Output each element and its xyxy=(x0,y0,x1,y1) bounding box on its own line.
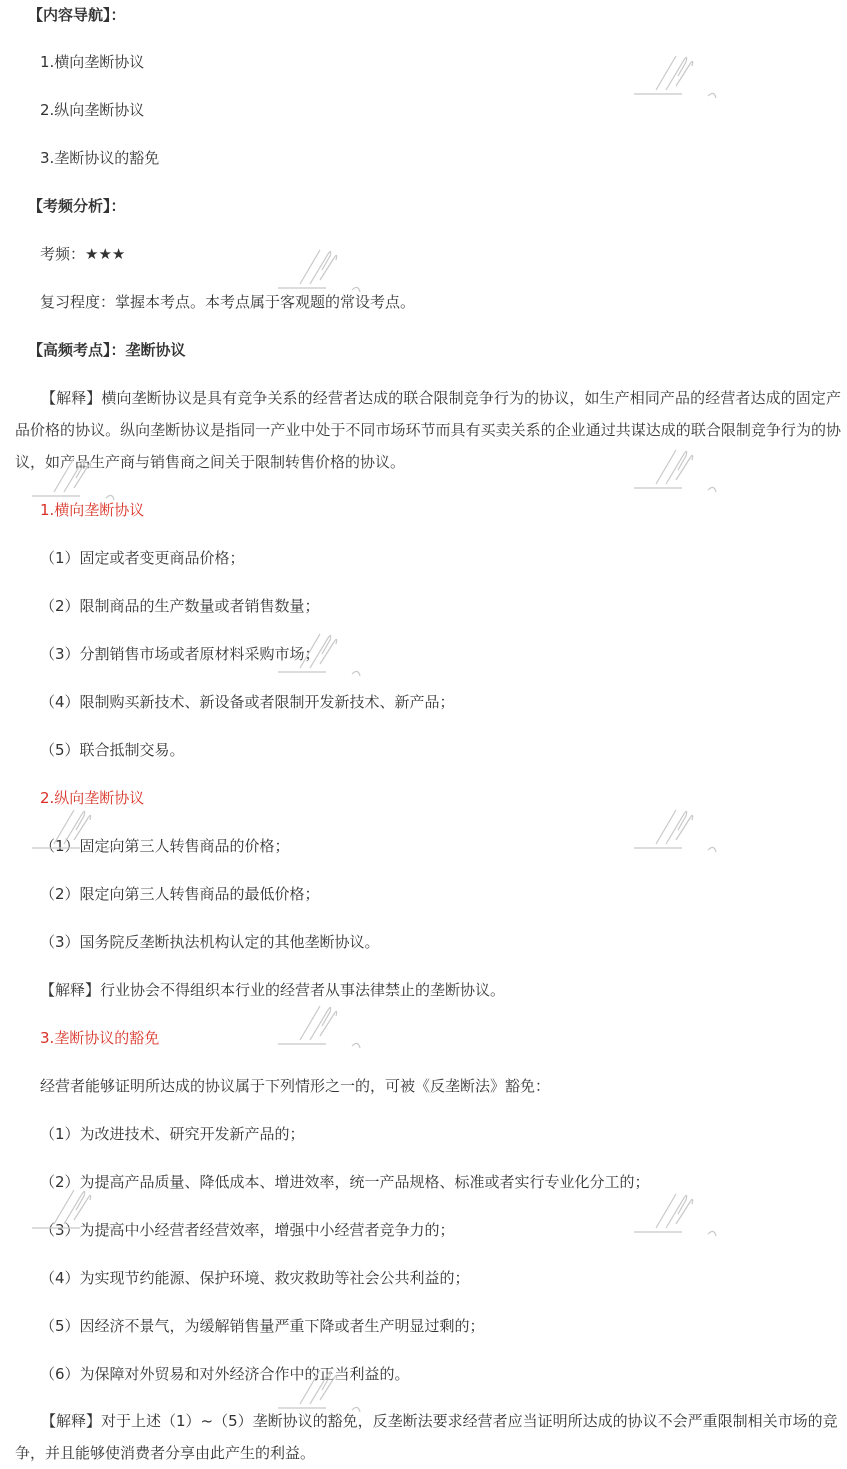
nav-heading: 【内容导航】： xyxy=(28,6,126,24)
freq-frequency: 考频：★★★ xyxy=(40,245,126,263)
horizontal-item: （4）限制购买新技术、新设备或者限制开发新技术、新产品； xyxy=(40,693,455,711)
watermark-icon xyxy=(632,46,722,106)
horizontal-item: （5）联合抵制交易。 xyxy=(40,741,185,759)
vertical-title: 2.纵向垄断协议 xyxy=(40,789,145,807)
exemption-item: （2）为提高产品质量、降低成本、增进效率，统一产品规格、标准或者实行专业化分工的； xyxy=(40,1173,650,1191)
exemption-item: （3）为提高中小经营者经营效率，增强中小经营者竞争力的； xyxy=(40,1221,455,1239)
freq-heading: 【考频分析】： xyxy=(28,197,126,215)
exemption-item: （1）为改进技术、研究开发新产品的； xyxy=(40,1125,305,1143)
topic-heading: 【高频考点】：垄断协议 xyxy=(28,341,186,359)
horizontal-item: （1）固定或者变更商品价格； xyxy=(40,549,245,567)
nav-item-exemption: 3.垄断协议的豁免 xyxy=(40,149,160,167)
watermark-icon xyxy=(276,996,366,1056)
exemption-item: （4）为实现节约能源、保护环境、救灾救助等社会公共利益的； xyxy=(40,1269,470,1287)
topic-explanation: 【解释】横向垄断协议是具有竞争关系的经营者达成的联合限制竞争行为的协议，如生产相同产品的经营者达成的固定产品价格的协议。纵向垄断协议是指同一产业中处于不同市场环节而具有买卖关系的企业通过共谋达成的联合限制竞争行为的协议，如产品生产商与销售商之间关于限制转售价格的协议。 xyxy=(15,389,841,471)
exemption-item: （5）因经济不景气，为缓解销售量严重下降或者生产明显过剩的； xyxy=(40,1317,485,1335)
horizontal-item: （3）分割销售市场或者原材料采购市场； xyxy=(40,645,320,663)
vertical-explanation: 【解释】行业协会不得组织本行业的经营者从事法律禁止的垄断协议。 xyxy=(40,981,506,999)
vertical-item: （1）固定向第三人转售商品的价格； xyxy=(40,837,290,855)
vertical-item: （2）限定向第三人转售商品的最低价格； xyxy=(40,885,320,903)
exemption-explanation: 【解释】对于上述（1）~（5）垄断协议的豁免，反垄断法要求经营者应当证明所达成的协议不会严重限制相关市场的竞争，并且能够使消费者分享由此产生的利益。 xyxy=(15,1412,838,1462)
watermark-icon xyxy=(632,800,722,860)
watermark-icon xyxy=(632,1184,722,1244)
freq-review: 复习程度：掌握本考点。本考点属于客观题的常设考点。 xyxy=(40,293,416,311)
vertical-item: （3）国务院反垄断执法机构认定的其他垄断协议。 xyxy=(40,933,380,951)
nav-item-vertical: 2.纵向垄断协议 xyxy=(40,101,145,119)
exemption-intro: 经营者能够证明所达成的协议属于下列情形之一的，可被《反垄断法》豁免： xyxy=(40,1077,551,1095)
nav-item-horizontal: 1.横向垄断协议 xyxy=(40,53,145,71)
horizontal-item: （2）限制商品的生产数量或者销售数量； xyxy=(40,597,320,615)
exemption-title: 3.垄断协议的豁免 xyxy=(40,1029,160,1047)
exemption-item: （6）为保障对外贸易和对外经济合作中的正当利益的。 xyxy=(40,1365,410,1383)
horizontal-title: 1.横向垄断协议 xyxy=(40,501,145,519)
